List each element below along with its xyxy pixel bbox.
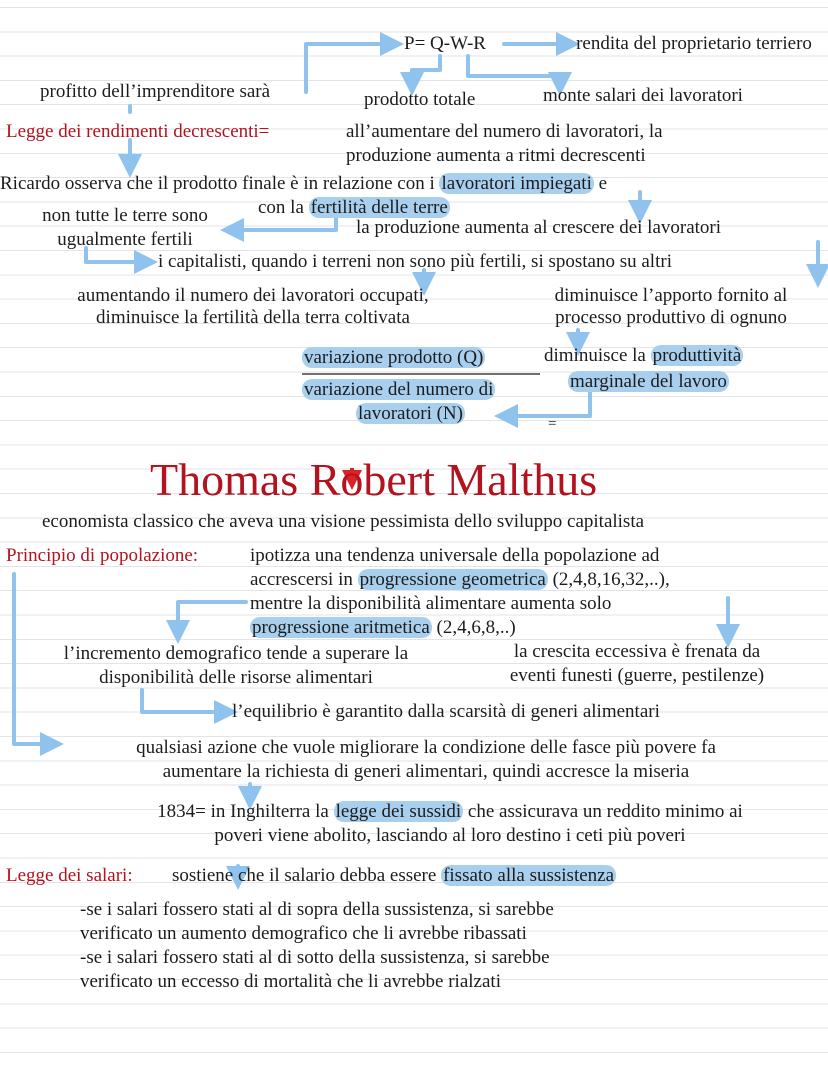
sussidi-line [80, 800, 820, 824]
legge-sussidi-highlight: legge dei sussidi [335, 801, 462, 822]
lavoratori-n-highlight: lavoratori (N) [358, 403, 463, 424]
page-title: Thomas Robert Malthus [150, 454, 598, 505]
aumentando-1: aumentando il numero dei lavoratori occupati, [77, 285, 429, 306]
principio-text-1: ipotizza una tendenza universale della popolazione ad [250, 545, 660, 566]
equilibrio-text: l’equilibrio è garantito dalla scarsità di generi alimentari [232, 701, 660, 722]
variazione-numero-highlight: variazione del numero di [304, 379, 494, 400]
ricardo-osserva-e: e [598, 173, 608, 194]
equals-sign: = [548, 416, 557, 432]
diminuisce-apporto-1: diminuisce l’apporto fornito al [554, 285, 788, 306]
se-sopra-2: verificato un aumento demografico che li avrebbe ribassati [80, 923, 527, 944]
diminuisce-apporto-2: processo produttivo di ognuno [555, 307, 787, 328]
marginale-highlight: marginale del lavoro [570, 371, 727, 392]
principio-label: Principio di popolazione: [6, 545, 199, 566]
arrow-incremento-to-equilibrio [142, 690, 226, 712]
non-tutte-1: non tutte le terre sono [42, 205, 208, 226]
progressione-geometrica-highlight: progressione geometrica [359, 569, 546, 590]
non-tutte-2: ugualmente fertili [57, 229, 193, 250]
arrow-principio-left [178, 602, 246, 632]
capitalisti-text: i capitalisti, quando i terreni non sono più fertili, si spostano su altri [158, 251, 672, 272]
azione-1: qualsiasi azione che vuole migliorare la condizione delle fasce più povere fa [136, 737, 716, 758]
lavoratori-impiegati-highlight: lavoratori impiegati [441, 173, 592, 194]
se-sotto-2: verificato un eccesso di mortalità che li avrebbe rialzati [80, 971, 501, 992]
fraction-numerator [302, 346, 485, 370]
formula: P= Q-W-R [404, 33, 486, 54]
principio-text-3: mentre la disponibilità alimentare aumenta solo [250, 593, 612, 614]
salari-pre: sostiene che il salario debba essere [172, 865, 437, 886]
arrow-formula-to-prodotto [412, 56, 440, 84]
crescita-2: eventi funesti (guerre, pestilenze) [509, 665, 765, 686]
incremento-2: disponibilità delle risorse alimentari [99, 667, 373, 688]
fraction-denominator-2 [356, 402, 465, 426]
progressione-aritmetica-highlight: progressione aritmetica [252, 617, 430, 638]
marginale-line [568, 370, 729, 394]
rendita-text: rendita del proprietario terriero [576, 33, 812, 54]
monte-salari-text: monte salari dei lavoratori [543, 85, 743, 106]
produttivita-pre: diminuisce la [544, 345, 646, 366]
legge-rendimenti-text-1: all’aumentare del numero di lavoratori, la [346, 121, 663, 142]
sussidi-2: poveri viene abolito, lasciando al loro destino i ceti più poveri [214, 825, 686, 846]
fertilita-pre: con la [258, 197, 304, 218]
azione-2: aumentare la richiesta di generi alimentari, quindi accresce la miseria [162, 761, 690, 782]
principio-2-post: (2,4,8,16,32,..), [552, 569, 670, 590]
produttivita-highlight: produttività [652, 345, 742, 366]
incremento-1: l’incremento demografico tende a superare la [63, 643, 409, 664]
se-sotto-1: -se i salari fossero stati al di sotto della sussistenza, si sarebbe [80, 947, 550, 968]
ricardo-osserva-line [0, 172, 607, 196]
profitto-text: profitto dell’imprenditore sarà [40, 81, 271, 102]
arrow-formula-to-salari [468, 56, 560, 84]
legge-salari-label: Legge dei salari: [6, 865, 133, 886]
legge-rendimenti-label: Legge dei rendimenti decrescenti= [6, 121, 270, 142]
sussidi-post: che assicurava un reddito minimo ai [467, 801, 743, 822]
aumentando-2: diminuisce la fertilità della terra coltivata [96, 307, 410, 328]
principio-text-2 [250, 568, 670, 592]
principio-4-post: (2,4,6,8,..) [436, 617, 516, 638]
sussidi-pre: 1834= in Inghilterra la [157, 801, 329, 822]
malthus-intro: economista classico che aveva una visione pessimista dello sviluppo capitalista [42, 511, 645, 532]
principio-text-4 [250, 616, 516, 640]
arrow-profitto-to-formula [306, 44, 392, 92]
produzione-aumenta-text: la produzione aumenta al crescere dei lavoratori [356, 217, 722, 238]
fraction-denominator-1 [302, 378, 495, 402]
se-sopra-1: -se i salari fossero stati al di sopra della sussistenza, si sarebbe [80, 899, 554, 920]
produttivita-line [544, 344, 743, 368]
principio-2-pre: accrescersi in [250, 569, 353, 590]
legge-rendimenti-text-2: produzione aumenta a ritmi decrescenti [346, 145, 646, 166]
salari-line [172, 864, 616, 888]
fertilita-terre-highlight: fertilità delle terre [310, 197, 448, 218]
ricardo-osserva-text: Ricardo osserva che il prodotto finale è in relazione con i [0, 173, 435, 194]
crescita-1: la crescita eccessiva è frenata da [513, 641, 761, 662]
fissato-sussistenza-highlight: fissato alla sussistenza [443, 865, 615, 886]
variazione-prodotto-highlight: variazione prodotto (Q) [304, 347, 484, 368]
prodotto-totale-text: prodotto totale [364, 89, 476, 110]
